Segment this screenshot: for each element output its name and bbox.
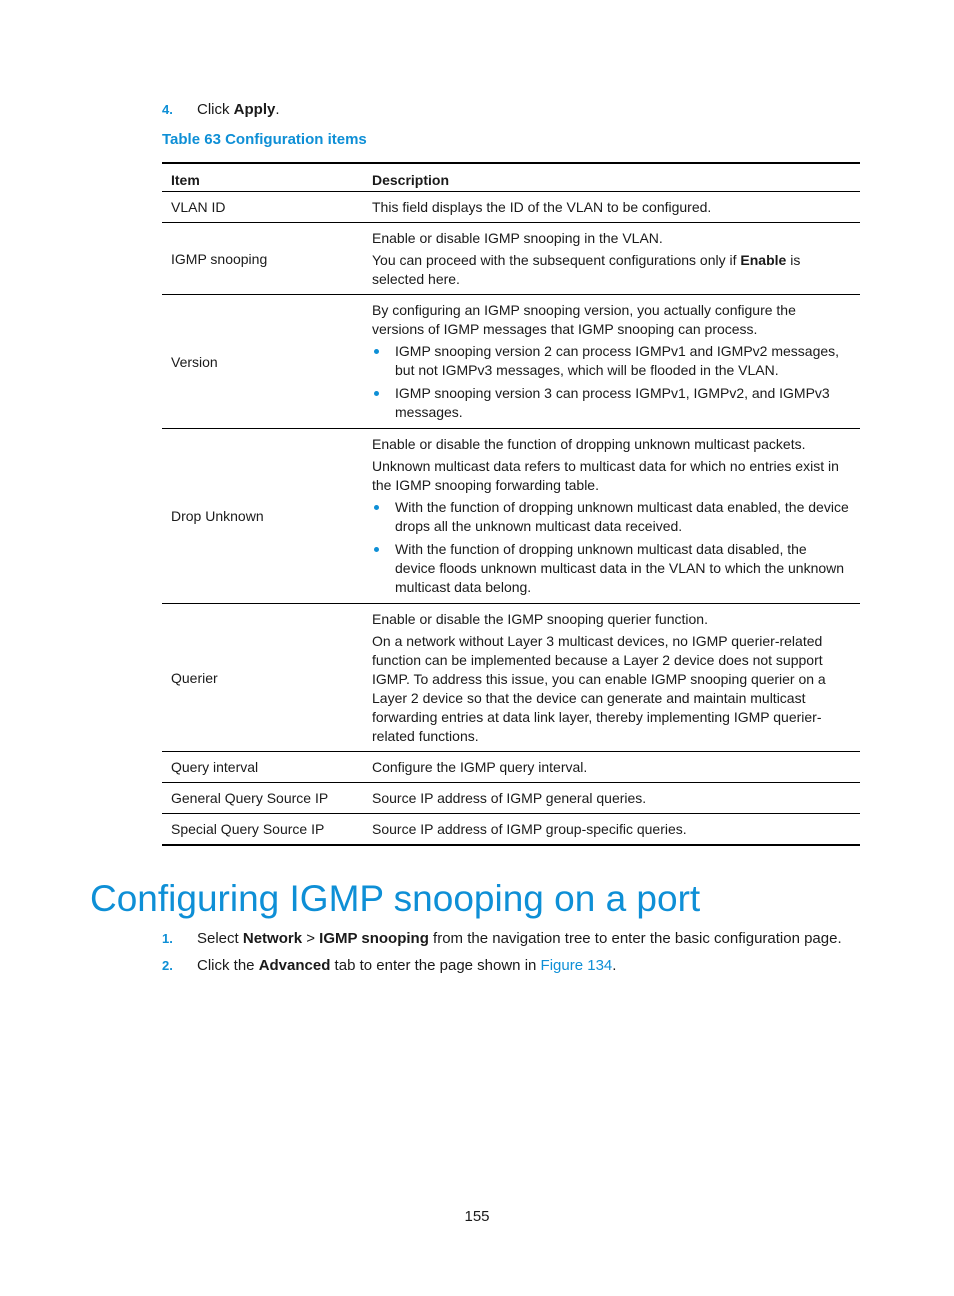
table-row bbox=[162, 295, 860, 429]
description-cell bbox=[363, 223, 860, 295]
description-paragraph: This field displays the ID of the VLAN to be configured. bbox=[372, 199, 712, 215]
description-cell bbox=[363, 192, 860, 223]
item-cell: Version bbox=[162, 295, 363, 429]
item-cell: IGMP snooping bbox=[162, 223, 363, 295]
description-paragraph: You can proceed with the subsequent configurations only if Enable is selected here. bbox=[372, 252, 801, 287]
bullet-dot-icon bbox=[374, 349, 379, 354]
table-row bbox=[162, 783, 860, 814]
network-label: Network bbox=[242, 930, 303, 947]
table-row bbox=[162, 604, 860, 752]
description-paragraph: Enable or disable the IGMP snooping querier function. bbox=[372, 611, 708, 627]
bullet-list bbox=[372, 342, 851, 422]
enable-label: Enable bbox=[740, 252, 787, 268]
description-cell bbox=[363, 604, 860, 752]
description-cell bbox=[363, 429, 860, 604]
description-cell bbox=[363, 814, 860, 846]
bullet-item: IGMP snooping version 3 can process IGMPv1, IGMPv2, and IGMPv3 messages. bbox=[372, 384, 851, 422]
bullet-dot-icon bbox=[374, 505, 379, 510]
description-paragraph: Source IP address of IGMP group-specific queries. bbox=[372, 821, 687, 837]
item-cell: Drop Unknown bbox=[162, 429, 363, 604]
item-cell: Query interval bbox=[162, 752, 363, 783]
description-paragraph: By configuring an IGMP snooping version, you actually configure the versions of IGMP messages that IGMP snooping can process. bbox=[372, 302, 796, 337]
bullet-item: With the function of dropping unknown multicast data enabled, the device drops all the unknown multicast data received. bbox=[372, 498, 851, 536]
bullet-item: IGMP snooping version 2 can process IGMPv1 and IGMPv2 messages, but not IGMPv3 messages, which will be flooded in the VLAN. bbox=[372, 342, 851, 380]
item-cell: VLAN ID bbox=[162, 192, 363, 223]
table-row bbox=[162, 192, 860, 223]
step-number: 1. bbox=[162, 931, 173, 946]
table-header-row bbox=[162, 163, 860, 192]
configuration-items-table bbox=[162, 162, 860, 846]
bullet-item: With the function of dropping unknown multicast data disabled, the device floods unknown multicast data in the VLAN to which the unknown multicast data belong. bbox=[372, 540, 851, 597]
igmp-snooping-label: IGMP snooping bbox=[319, 930, 429, 947]
description-paragraph: Unknown multicast data refers to multicast data for which no entries exist in the IGMP snooping forwarding table. bbox=[372, 458, 839, 493]
step-number: 4. bbox=[162, 102, 173, 117]
description-paragraph: Enable or disable the function of dropping unknown multicast packets. bbox=[372, 436, 806, 452]
section-title: Configuring IGMP snooping on a port bbox=[90, 878, 701, 919]
item-cell: General Query Source IP bbox=[162, 783, 363, 814]
step-text: Click Apply. bbox=[197, 101, 280, 118]
description-cell bbox=[363, 752, 860, 783]
step-text: Select Network > IGMP snooping from the navigation tree to enter the basic configuration page. bbox=[197, 930, 842, 947]
table-row bbox=[162, 223, 860, 295]
description-paragraph: Source IP address of IGMP general queries. bbox=[372, 790, 647, 806]
step-text: Click the Advanced tab to enter the page shown in Figure 134. bbox=[197, 957, 617, 974]
table-row bbox=[162, 814, 860, 846]
description-cell bbox=[363, 295, 860, 429]
table-caption: Table 63 Configuration items bbox=[162, 131, 367, 148]
description-cell bbox=[363, 783, 860, 814]
item-cell: Querier bbox=[162, 604, 363, 752]
table-body bbox=[162, 192, 860, 846]
step-number: 2. bbox=[162, 958, 173, 973]
bullet-dot-icon bbox=[374, 391, 379, 396]
page-number: 155 bbox=[464, 1208, 490, 1225]
advanced-label: Advanced bbox=[258, 957, 331, 974]
bullet-list bbox=[372, 498, 851, 597]
header-item: Item bbox=[162, 163, 363, 192]
description-paragraph: On a network without Layer 3 multicast devices, no IGMP querier-related function can be implemented because a Layer 2 device does not support IGMP. To address this issue, you can enable IGMP snooping querier on a Layer 2 device so that the device can generate and maintain multicast forwarding entries at data link layer, thereby implementing IGMP querier-related functions. bbox=[372, 633, 826, 744]
figure-134-link[interactable]: Figure 134 bbox=[540, 957, 613, 974]
table-row bbox=[162, 752, 860, 783]
header-description: Description bbox=[363, 163, 860, 192]
table-row bbox=[162, 429, 860, 604]
description-paragraph: Enable or disable IGMP snooping in the VLAN. bbox=[372, 230, 663, 246]
item-cell: Special Query Source IP bbox=[162, 814, 363, 846]
description-paragraph: Configure the IGMP query interval. bbox=[372, 759, 588, 775]
bullet-dot-icon bbox=[374, 547, 379, 552]
apply-label: Apply bbox=[233, 101, 276, 118]
